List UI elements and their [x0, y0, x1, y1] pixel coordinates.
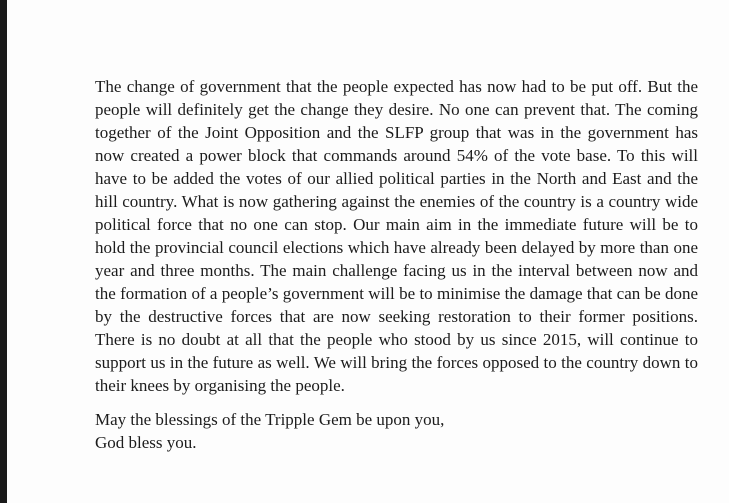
document-text — [95, 75, 698, 454]
document-page — [7, 0, 729, 503]
closing-god-bless: God bless you. — [95, 433, 197, 452]
body-paragraph: The change of government that the people expected has now had to be put off. But the people will definitely get the change they desire. No one can prevent that. The coming together of the Joint Opposition and the SLFP group that was in the government has now created a power block that commands around 54% of the vote base. To this will have to be added the votes of our allied political parties in the North and East and the hill country. What is now gathering against the enemies of the country is a country wide political force that no one can stop. Our main aim in the immediate future will be to hold the provincial council elections which have already been delayed by more than one year and three months. The main challenge facing us in the interval between now and the formation of a people’s government will be to minimise the damage that can be done by the destructive forces that are now seeking restoration to their former positions. There is no doubt at all that the people who stood by us since 2015, will continue to support us in the future as well. We will bring the forces opposed to the country down to their knees by organising the people. — [95, 77, 698, 395]
left-border — [0, 0, 7, 503]
closing-block — [95, 408, 698, 454]
closing-blessing: May the blessings of the Tripple Gem be upon you, — [95, 410, 445, 429]
